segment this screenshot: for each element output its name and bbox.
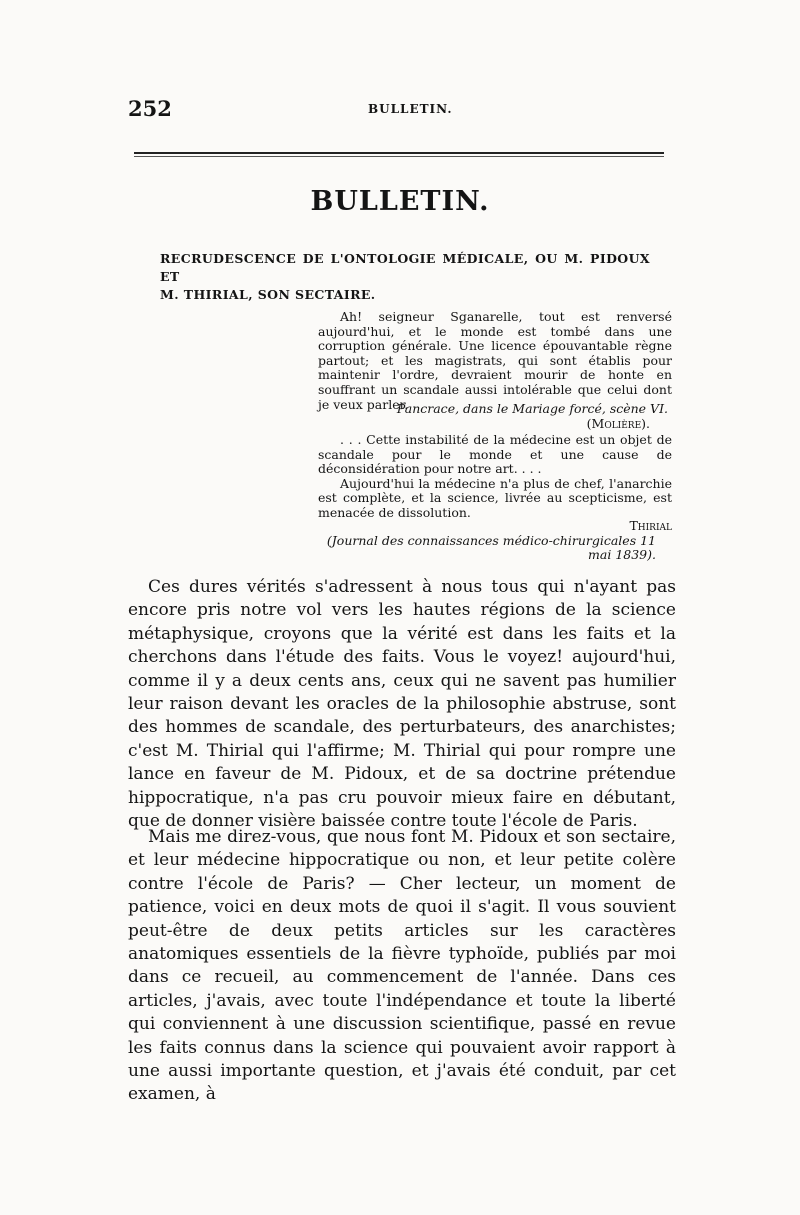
epigraph-source: Pancrace, dans le Mariage forcé, scène VI. [396,401,668,416]
header-rule [134,152,664,154]
article-subtitle [160,250,650,304]
epigraph-source: (Journal des connaissances médico-chirurgicales 11 mai 1839). [326,532,656,563]
header-rule-thin [134,156,664,157]
paragraph-text: Mais me direz-vous, que nous font M. Pidoux et son sectaire, et leur médecine hippocratique ou non, et leur petite colère contre l'école de Paris? — Cher lecteur, un moment de patience, voici en deux mots de quoi il s'agit. Il vous souvient peut-être de deux petits articles sur les caractères anatomiques essentiels de la fièvre typhoïde, publiés par moi dans ce recueil, au commencement de l'année. Dans ces articles, j'avais, avec toute l'indépendance et toute la liberté qui conviennent à une discussion scientifique, passé en revue les faits connus dans la science qui pouvaient avoir rapport à une aussi importante question, et j'avais été conduit, par cet examen, à [128,827,676,1105]
subtitle-line-1: RECRUDESCENCE DE L'ONTOLOGIE MÉDICALE, OU M. PIDOUX ET [160,251,650,284]
body-paragraph [128,576,676,833]
epigraph-attribution [318,519,672,563]
epigraph-text-2: Aujourd'hui la médecine n'a plus de chef, l'anarchie est complète, et la science, livrée au scepticisme, est menacée de dissolution. [318,475,672,520]
epigraph-text: Ah! seigneur Sganarelle, tout est renversé aujourd'hui, et le monde est tombé dans une corruption générale. Une licence épouvantable règne partout; et les magistrats, qui sont établis pour maintenir l'ordre, devraient mourir de honte en souffrant un scandale aussi intolérable que celui dont je veux parler. [318,309,672,412]
epigraph-author: (Molière). [586,415,650,431]
page-number: 252 [128,96,172,121]
running-title: BULLETIN. [368,102,453,116]
epigraph-thirial [318,433,672,521]
subtitle-line-2: M. THIRIAL, SON SECTAIRE. [160,287,376,302]
paragraph-text: Ces dures vérités s'adressent à nous tous qui n'ayant pas encore pris notre vol vers les hautes régions de la science métaphysique, croyons que la vérité est dans les faits et la cherchons dans l'étude des faits. Vous le voyez! aujourd'hui, comme il y a deux cents ans, ceux qui ne savent pas humilier leur raison devant les oracles de la philosophie abstruse, sont des hommes de scandale, des perturbateurs, des anarchistes; c'est M. Thirial qui l'affirme; M. Thirial qui pour rompre une lance en faveur de M. Pidoux, et de sa doctrine prétendue hippocratique, n'a pas cru pouvoir mieux faire en débutant, que de donner visière baissée contre toute l'école de Paris. [128,577,676,832]
article-title: BULLETIN. [310,186,490,217]
running-head [128,96,680,122]
epigraph-text: . . . Cette instabilité de la médecine est un objet de scandale pour le monde et une cause de déconsidération pour notre art. . . . [318,432,672,477]
body-paragraph [128,826,676,1107]
epigraph-author: Thirial [629,518,672,533]
epigraph-moliere [318,310,672,412]
epigraph-attribution [318,402,668,431]
